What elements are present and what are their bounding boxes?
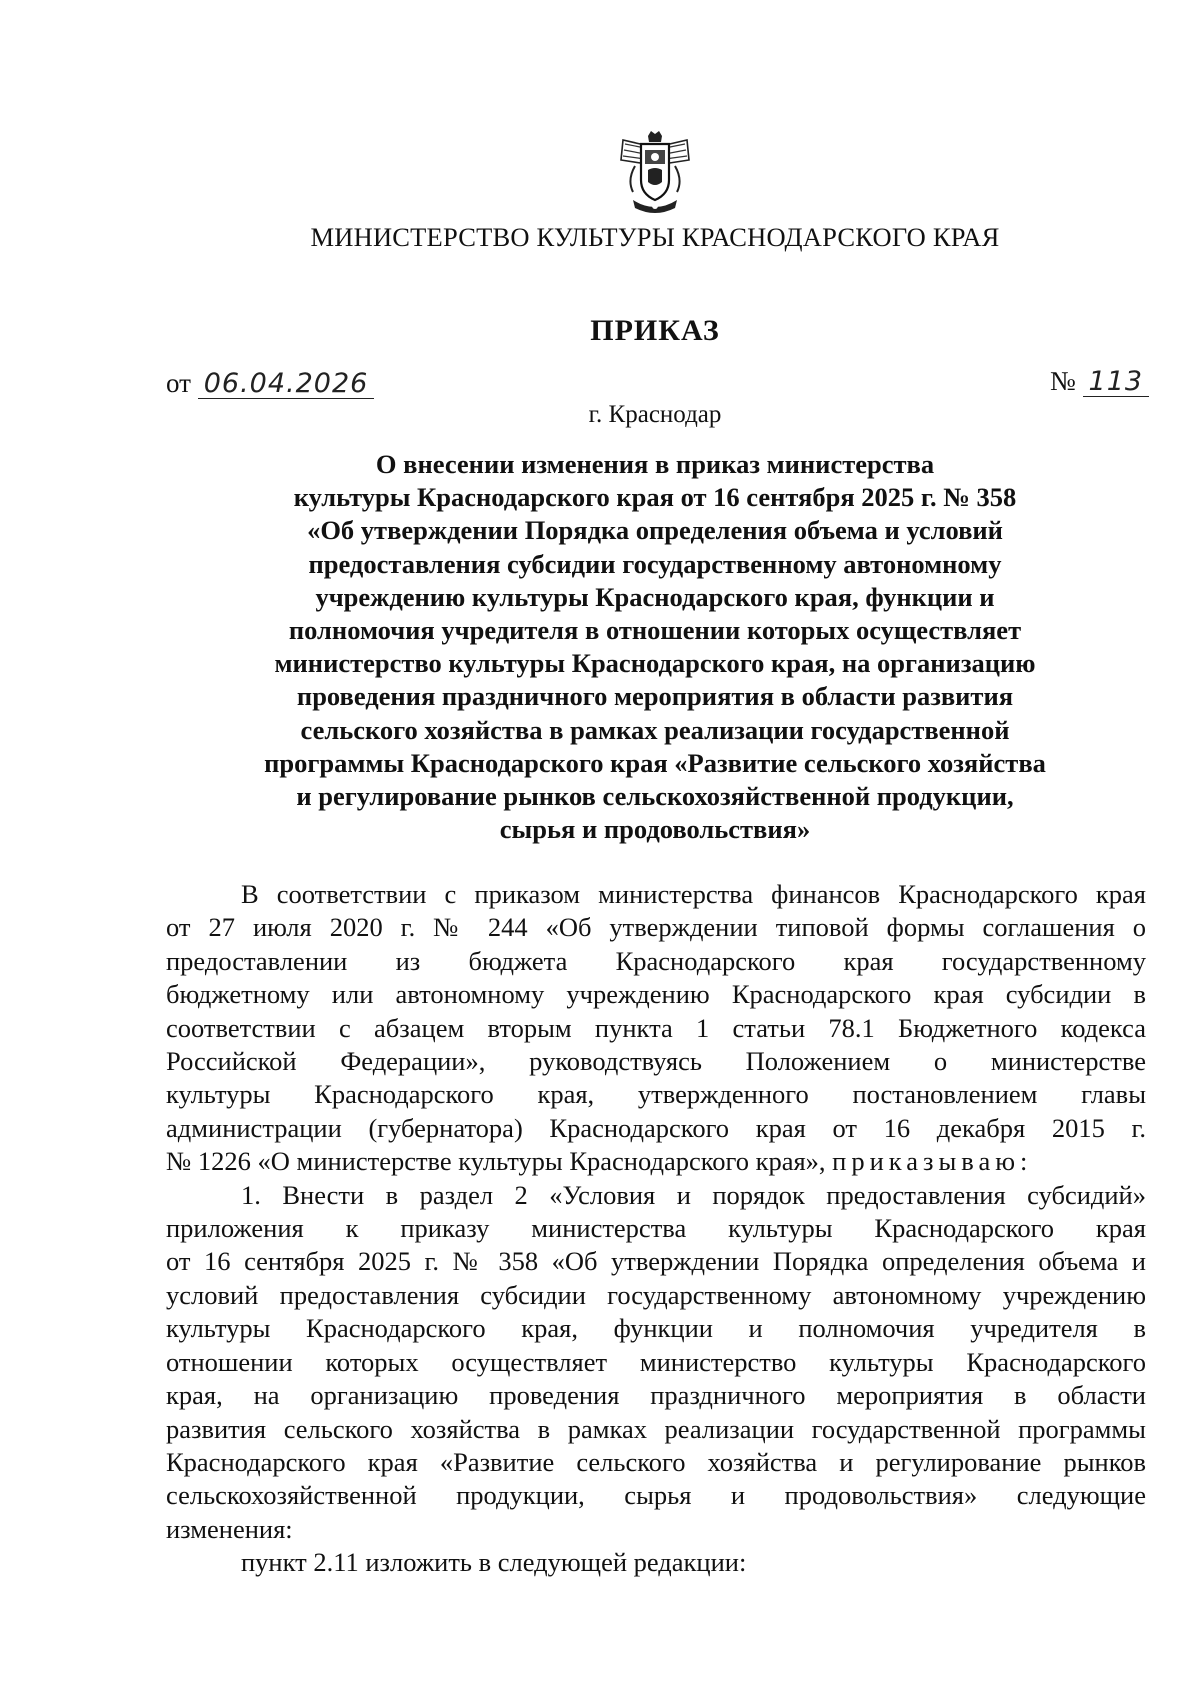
paragraph-preamble (166, 878, 1146, 1179)
document-type-title: ПРИКАЗ (590, 314, 720, 347)
paragraph-item-1 (166, 1179, 1146, 1546)
title-line: О внесении изменения в приказ министерства (375, 449, 935, 479)
document-number (1050, 366, 1149, 397)
title-line: проведения праздничного мероприятия в области развития (296, 681, 1014, 712)
body-line (166, 1145, 1146, 1178)
paragraph-item-2-11: пункт 2.11 изложить в следующей редакции: (241, 1547, 747, 1578)
ministry-name: МИНИСТЕРСТВО КУЛЬТУРЫ КРАСНОДАРСКОГО КРАЯ (310, 222, 1000, 252)
date-handwritten: 06.04.2026 (198, 370, 375, 399)
body-line: Краснодарского края «Развитие сельского хозяйства и регулирование рынков (166, 1446, 1146, 1477)
body-line: от 16 сентября 2025 г. № 358 «Об утверждении Порядка определения объема и (166, 1246, 1146, 1277)
title-line: учреждению культуры Краснодарского края, функции и (315, 581, 995, 612)
body-line: В соответствии с приказом министерства финансов Краснодарского края (241, 879, 1146, 909)
title-line: «Об утверждении Порядка определения объема и условий (307, 515, 1003, 546)
title-line: программы Краснодарского края «Развитие сельского хозяйства (264, 747, 1046, 778)
title-line: полномочия учредителя в отношении которых осуществляет (288, 615, 1022, 646)
body-line: отношении которых осуществляет министерство культуры Краснодарского (166, 1346, 1146, 1377)
coat-of-arms-emblem (615, 130, 695, 218)
body-line: 1. Внести в раздел 2 «Условия и порядок предоставления субсидий» (241, 1179, 1146, 1210)
number-handwritten: 113 (1083, 368, 1150, 397)
title-line: министерство культуры Краснодарского края, на организацию (274, 648, 1036, 679)
date-prefix: от (166, 368, 191, 398)
body-line: предоставлении из бюджета Краснодарского края государственному (166, 945, 1146, 976)
title-line: и регулирование рынков сельскохозяйственной продукции, (296, 781, 1014, 812)
body-line: изменения: (166, 1513, 293, 1544)
body-line: культуры Краснодарского края, функции и полномочия учредителя в (166, 1313, 1146, 1344)
title-line: предоставления субсидии государственному автономному (308, 548, 1002, 579)
order-title (205, 448, 1105, 846)
title-line: сырья и продовольствия» (499, 814, 811, 845)
body-line: развития сельского хозяйства в рамках реализации государственной программы (166, 1413, 1146, 1444)
body-line: администрации (губернатора) Краснодарского края от 16 декабря 2015 г. (166, 1112, 1146, 1143)
body-line: сельскохозяйственной продукции, сырья и продовольствия» следующие (166, 1480, 1146, 1511)
order-word: приказываю: (832, 1146, 1033, 1177)
title-line: сельского хозяйства в рамках реализации государственной (300, 714, 1010, 745)
city-name: г. Краснодар (588, 401, 722, 428)
title-line: культуры Краснодарского края от 16 сентября 2025 г. № 358 (293, 482, 1017, 513)
body-line: Российской Федерации», руководствуясь Положением о министерстве (166, 1046, 1146, 1077)
body-line: культуры Краснодарского края, утвержденного постановлением главы (166, 1079, 1146, 1110)
body-line: бюджетному или автономному учреждению Краснодарского края субсидии в (166, 979, 1146, 1010)
number-prefix: № (1050, 366, 1076, 396)
body-line: условий предоставления субсидии государственному автономному учреждению (166, 1279, 1146, 1310)
body-line: от 27 июля 2020 г. № 244 «Об утверждении типовой формы соглашения о (166, 912, 1146, 943)
document-date (166, 368, 374, 399)
body-line: соответствии с абзацем вторым пункта 1 статьи 78.1 Бюджетного кодекса (166, 1012, 1146, 1043)
body-line: приложения к приказу министерства культуры Краснодарского края (166, 1213, 1146, 1244)
order-body (166, 878, 1146, 1580)
body-line: края, на организацию проведения праздничного мероприятия в области (166, 1380, 1146, 1411)
body-line-text: № 1226 «О министерстве культуры Краснодарского края», (166, 1146, 826, 1177)
